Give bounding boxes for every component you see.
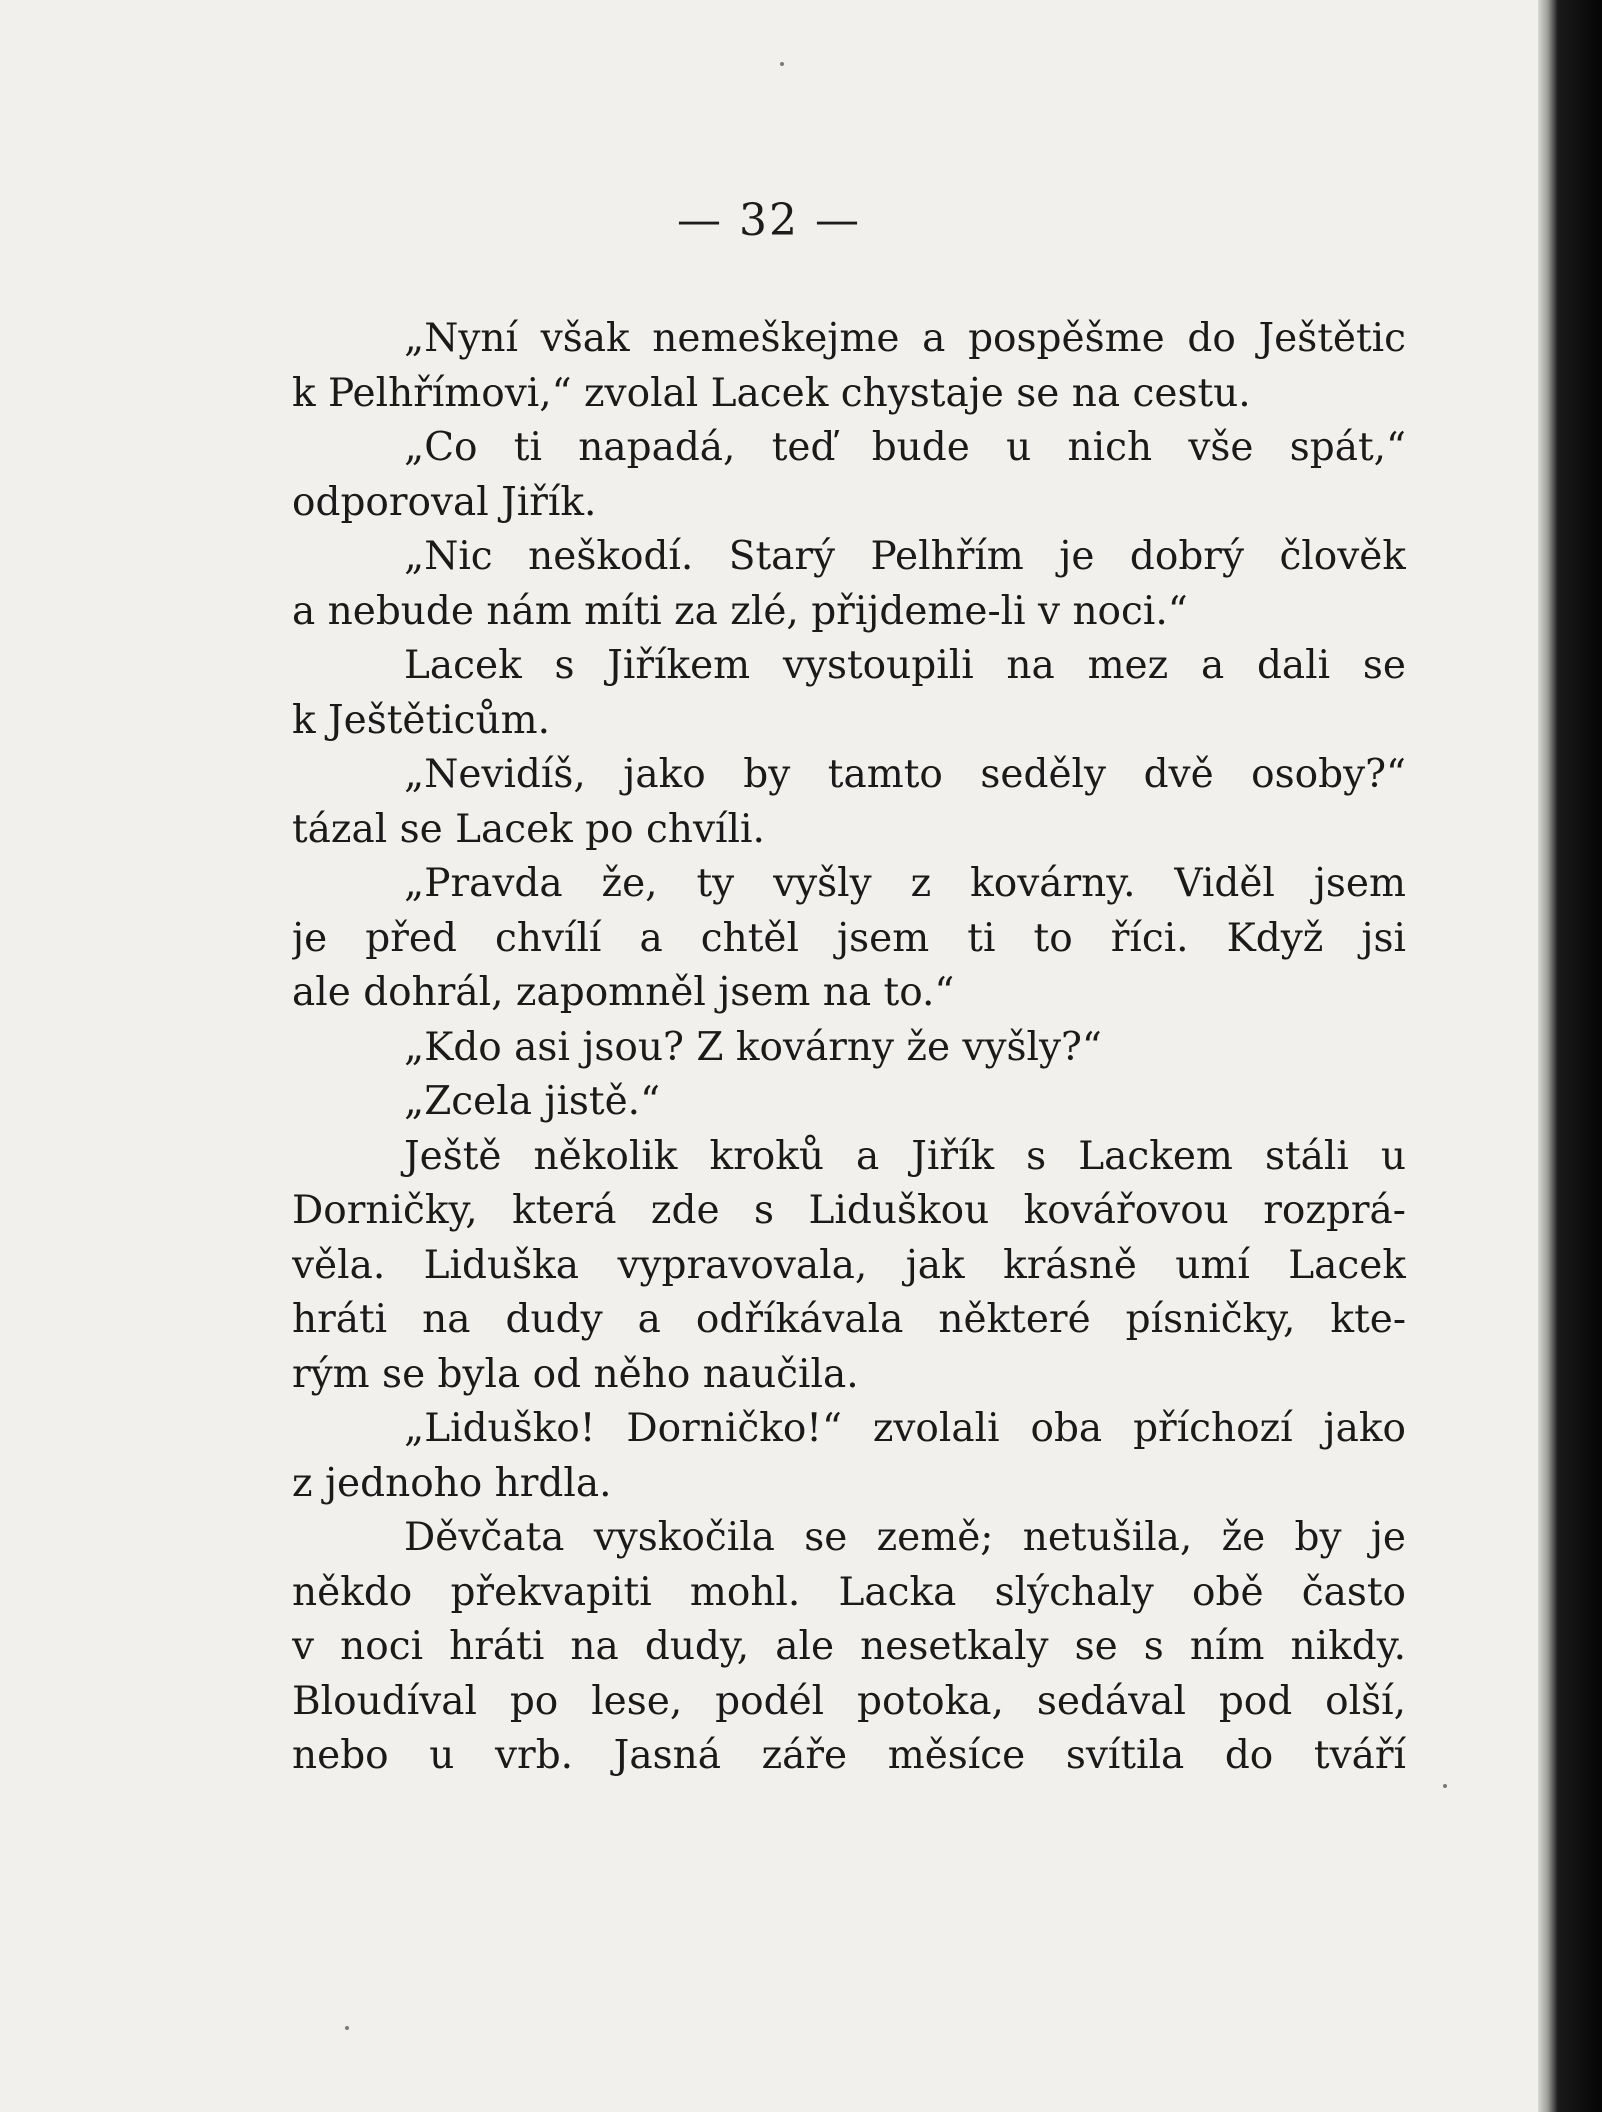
text-line: někdo překvapiti mohl. Lacka slýchaly obě často xyxy=(292,1569,1406,1615)
text-line: „Kdo asi jsou? Z kovárny že vyšly?“ xyxy=(404,1024,1102,1070)
text-line: „Nevidíš, jako by tamto seděly dvě osoby?“ xyxy=(404,752,1406,797)
text-line: k Ještěticům. xyxy=(292,697,550,743)
page-edge-shadow xyxy=(1538,0,1602,2112)
text-line: ale dohrál, zapomněl jsem na to.“ xyxy=(292,970,955,1015)
text-line: „Co ti napadá, teď bude u nich vše spát,“ xyxy=(404,425,1406,470)
text-line: Dorničky, která zde s Liduškou kovářovou rozprá- xyxy=(292,1188,1406,1233)
text-line: tázal se Lacek po chvíli. xyxy=(292,806,765,852)
text-line: „Zcela jistě.“ xyxy=(404,1079,661,1124)
text-line: „Liduško! Dorničko!“ zvolali oba příchozí jako xyxy=(404,1406,1406,1451)
text-line: nebo u vrb. Jasná záře měsíce svítila do tváří xyxy=(292,1733,1406,1778)
text-line: Lacek s Jiříkem vystoupili na mez a dali se xyxy=(404,643,1406,688)
text-line: věla. Liduška vypravovala, jak krásně umí Lacek xyxy=(292,1242,1406,1288)
text-line: hráti na dudy a odříkávala některé písničky, kte- xyxy=(292,1297,1406,1342)
text-line: odporoval Jiřík. xyxy=(292,479,597,525)
text-line: rým se byla od něho naučila. xyxy=(292,1351,859,1397)
text-line: v noci hráti na dudy, ale nesetkaly se s ním nikdy. xyxy=(292,1624,1406,1669)
text-line: „Nic neškodí. Starý Pelhřím je dobrý člověk xyxy=(404,534,1406,579)
text-line: Děvčata vyskočila se země; netušila, že by je xyxy=(404,1515,1406,1560)
text-line: z jednoho hrdla. xyxy=(292,1460,612,1506)
text-line: k Pelhřímovi,“ zvolal Lacek chystaje se na cestu. xyxy=(292,370,1251,416)
text-line: „Pravda že, ty vyšly z kovárny. Viděl jsem xyxy=(404,861,1406,906)
body-text xyxy=(292,312,1406,1784)
text-line: Ještě několik kroků a Jiřík s Lackem stáli u xyxy=(404,1133,1406,1179)
text-line: Bloudíval po lese, podél potoka, sedával pod olší, xyxy=(292,1678,1406,1724)
paper-speck xyxy=(780,62,784,66)
page-number: — 32 — xyxy=(677,195,861,246)
paper-speck xyxy=(1443,1784,1447,1788)
paper-speck xyxy=(345,2026,349,2030)
text-line: je před chvílí a chtěl jsem ti to říci. Když jsi xyxy=(292,915,1406,961)
text-line: a nebude nám míti za zlé, přijdeme-li v noci.“ xyxy=(292,588,1188,634)
text-line: „Nyní však nemeškejme a pospěšme do Ještětic xyxy=(404,316,1406,361)
